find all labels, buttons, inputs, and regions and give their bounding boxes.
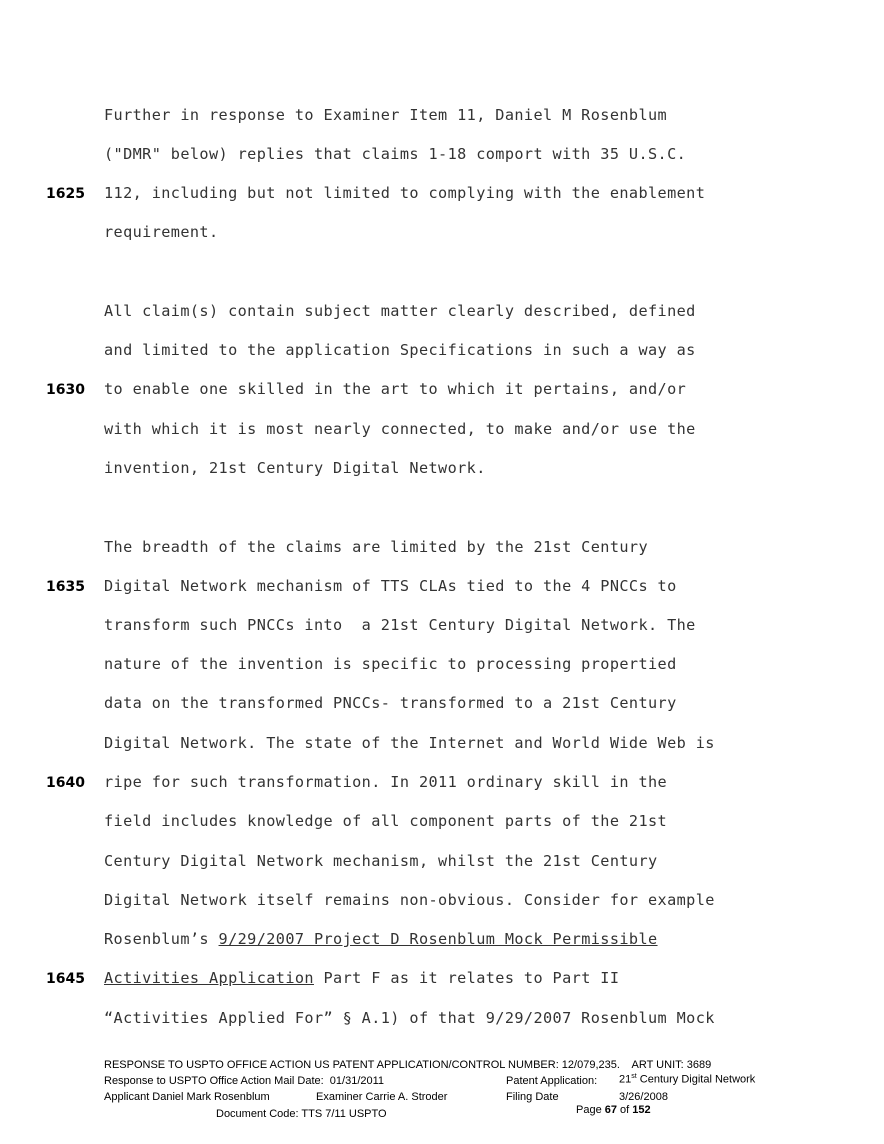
body-line: data on the transformed PNCCs- transformed to a 21st Century bbox=[104, 694, 677, 712]
line-number-1630: 1630 bbox=[46, 382, 85, 398]
body-line-link-2 bbox=[104, 969, 619, 987]
body-line: field includes knowledge of all component parts of the 21st bbox=[104, 812, 668, 830]
body-line: Century Digital Network mechanism, whilst the 21st Century bbox=[104, 852, 658, 870]
line-number-1645: 1645 bbox=[46, 971, 85, 987]
body-line: Digital Network itself remains non-obvious. Consider for example bbox=[104, 891, 715, 909]
footer-patent-app-value: 21st Century Digital Network bbox=[619, 1073, 756, 1086]
body-line: requirement. bbox=[104, 223, 219, 241]
footer-filing-label: Filing Date bbox=[506, 1091, 559, 1103]
line-number-1625: 1625 bbox=[46, 186, 85, 202]
body-line: Further in response to Examiner Item 11, Daniel M Rosenblum bbox=[104, 106, 668, 124]
footer-line-1: RESPONSE TO USPTO OFFICE ACTION US PATENT APPLICATION/CONTROL NUMBER: 12/079,235. ART UNIT: 3689 bbox=[104, 1059, 712, 1071]
line-number-1640: 1640 bbox=[46, 775, 85, 791]
footer-applicant: Applicant Daniel Mark Rosenblum bbox=[104, 1091, 270, 1103]
body-line: Digital Network. The state of the Internet and World Wide Web is bbox=[104, 734, 715, 752]
body-line-link-1 bbox=[104, 930, 658, 948]
footer-doc-code: Document Code: TTS 7/11 USPTO bbox=[216, 1108, 387, 1120]
body-line: 112, including but not limited to complying with the enablement bbox=[104, 184, 706, 202]
body-line: transform such PNCCs into a 21st Century Digital Network. The bbox=[104, 616, 696, 634]
body-line: with which it is most nearly connected, to make and/or use the bbox=[104, 420, 696, 438]
body-line: Digital Network mechanism of TTS CLAs tied to the 4 PNCCs to bbox=[104, 577, 677, 595]
link-prefix: Rosenblum’s bbox=[104, 930, 219, 948]
body-line: nature of the invention is specific to processing propertied bbox=[104, 655, 677, 673]
body-line: All claim(s) contain subject matter clearly described, defined bbox=[104, 302, 696, 320]
link-rest: Part F as it relates to Part II bbox=[313, 969, 620, 987]
page-number: Page 67 of 152 bbox=[576, 1104, 651, 1116]
underlined-reference[interactable]: 9/29/2007 Project D Rosenblum Mock Permissible bbox=[218, 930, 658, 948]
footer-examiner: Examiner Carrie A. Stroder bbox=[316, 1091, 448, 1103]
footer-mail-date: Response to USPTO Office Action Mail Date: 01/31/2011 bbox=[104, 1075, 385, 1087]
line-number-1635: 1635 bbox=[46, 579, 85, 595]
underlined-reference-2[interactable]: Activities Application bbox=[104, 969, 314, 987]
body-line: invention, 21st Century Digital Network. bbox=[104, 459, 486, 477]
body-line: to enable one skilled in the art to which it pertains, and/or bbox=[104, 380, 687, 398]
body-line: ripe for such transformation. In 2011 ordinary skill in the bbox=[104, 773, 668, 791]
body-line: ("DMR" below) replies that claims 1-18 comport with 35 U.S.C. bbox=[104, 145, 687, 163]
footer-filing-date: 3/26/2008 bbox=[619, 1091, 668, 1103]
body-line: The breadth of the claims are limited by the 21st Century bbox=[104, 538, 648, 556]
body-line-last: “Activities Applied For” § A.1) of that 9/29/2007 Rosenblum Mock bbox=[104, 1009, 715, 1027]
footer-patent-app-label: Patent Application: bbox=[506, 1075, 598, 1087]
body-line: and limited to the application Specifications in such a way as bbox=[104, 341, 696, 359]
